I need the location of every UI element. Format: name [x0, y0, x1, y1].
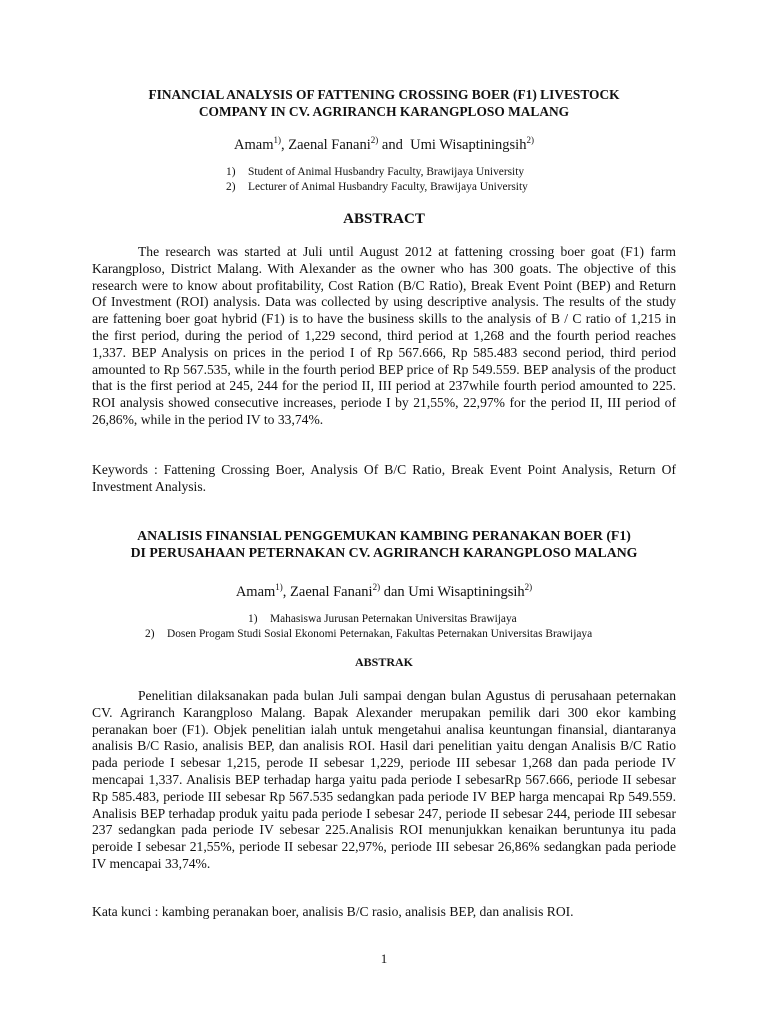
english-title — [60, 86, 708, 120]
page-number: 1 — [380, 951, 388, 966]
affiliation-text: Mahasiswa Jurusan Peternakan Universitas Brawijaya — [270, 613, 517, 625]
english-keywords: Keywords : Fattening Crossing Boer, Analysis Of B/C Ratio, Break Event Point Analysis, Return Of Investment Analysis. — [92, 462, 676, 494]
author-name: Umi Wisaptiningsih — [408, 583, 525, 600]
abstract-heading: ABSTRACT — [343, 211, 425, 227]
affiliation-text: Lecturer of Animal Husbandry Faculty, Brawijaya University — [248, 181, 528, 193]
author-name: Zaenal Fanani — [290, 583, 373, 600]
indonesian-abstract-text: Penelitian dilaksanakan pada bulan Juli sampai dengan bulan Agustus di perusahaan peternakan CV. Agriranch Karangploso Malang. Bapak Alexander merupakan pemilik dari 300 ekor kambing peranakan boer (F1). Objek penelitian ialah untuk mengetahui analisa keuntungan finansial, diantaranya analisis B/C Rasio, analisis BEP, dan analisis ROI. Hasil dari penelitian yaitu dengan Analisis B/C Ratio pada periode I sebesar 1,215, perode II sebesar 1,229, periode III sebesar 1,268 dan pada periode IV mencapai 1,337. Analisis BEP terhadap harga yaitu pada periode I sebesarRp 567.666, periode II sebesar Rp 585.483, periode III sebesar Rp 567.535 sedangkan pada periode IV BEP harga mencapai Rp 549.559. Analisis BEP terhadap produk yaitu pada periode I sebesar 247, periode II sebesar 244, periode III sebesar 237 sedangkan pada periode IV sebesar 225.Analisis ROI menunjukkan kenaikan beruntunya itu pada peroide I sebesar 21,55%, periode II sebesar 22,97%, periode III sebesar 26,86% sedangkan pada periode IV mencapai 33,74%. — [92, 688, 676, 871]
english-authors — [60, 131, 708, 154]
author-sup: 2) — [372, 582, 381, 592]
indonesian-title-line-1: ANALISIS FINANSIAL PENGGEMUKAN KAMBING PERANAKAN BOER (F1) — [137, 528, 631, 543]
author-separator: and — [378, 136, 411, 153]
author-sup: 2) — [526, 135, 534, 145]
author-separator: , — [282, 583, 291, 600]
indonesian-affiliation-1 — [248, 612, 517, 627]
author-separator: , — [280, 136, 289, 153]
affiliation-number: 2) — [226, 181, 236, 193]
author-separator: dan — [380, 583, 409, 600]
abstrak-heading: ABSTRAK — [354, 655, 413, 669]
author-sup: 1) — [275, 582, 283, 592]
english-affiliation-2 — [226, 180, 528, 195]
indonesian-title-line-2: DI PERUSAHAAN PETERNAKAN CV. AGRIRANCH KARANGPLOSO MALANG — [130, 545, 638, 560]
indonesian-affiliation-2 — [145, 627, 592, 642]
affiliation-number: 1) — [248, 613, 258, 625]
english-abstract-text: The research was started at Juli until August 2012 at fattening crossing boer goat (F1) farm Karangploso, District Malang. With Alexander as the owner who has 300 goats. The objective of this research were to know about profitability, Cost Ration (B/C Ratio), Break Event Point (BEP) and Return Of Investment (ROI) analysis. Data was collected by using descriptive analysis. The results of the study are fattening boer goat hybrid (F1) is to have the business skills to the analysis of B / C ratio of 1,215 in the first period, during the period of 1,229 second, third period at 1,268 and the fourth period reaches 1,337. BEP Analysis on prices in the period I of Rp 567.666, Rp 585.483 second period, third period amounted to Rp 567.535, while in the fourth period BEP price of Rp 549.559. BEP analysis of the product that is the first period at 245, 244 for the period II, III period at 237while fourth period amounted to 225. ROI analysis showed consecutive increases, periode I by 21,55%, 22,97% for the period II, III period of 26,86%, while in the period IV to 33,74%. — [92, 244, 676, 427]
author-sup: 1) — [273, 135, 281, 145]
english-affiliation-1 — [226, 165, 524, 180]
affiliation-text: Dosen Progam Studi Sosial Ekonomi Peternakan, Fakultas Peternakan Universitas Brawijaya — [167, 628, 593, 640]
indonesian-title — [60, 527, 708, 561]
indonesian-keywords: Kata kunci : kambing peranakan boer, analisis B/C rasio, analisis BEP, dan analisis ROI. — [92, 904, 574, 919]
author-name: Amam — [235, 583, 276, 600]
affiliation-number: 2) — [145, 628, 155, 640]
author-sup: 2) — [370, 135, 379, 145]
author-name: Umi Wisaptiningsih — [410, 136, 527, 153]
author-name: Amam — [234, 136, 274, 153]
affiliation-text: Student of Animal Husbandry Faculty, Brawijaya University — [248, 166, 525, 178]
english-title-line-2: COMPANY IN CV. AGRIRANCH KARANGPLOSO MALANG — [198, 104, 570, 119]
affiliation-number: 1) — [226, 166, 236, 178]
english-title-line-1: FINANCIAL ANALYSIS OF FATTENING CROSSING BOER (F1) LIVESTOCK — [148, 87, 620, 102]
author-name: Zaenal Fanani — [288, 136, 371, 153]
author-sup: 2) — [524, 582, 533, 592]
indonesian-authors — [60, 578, 708, 601]
